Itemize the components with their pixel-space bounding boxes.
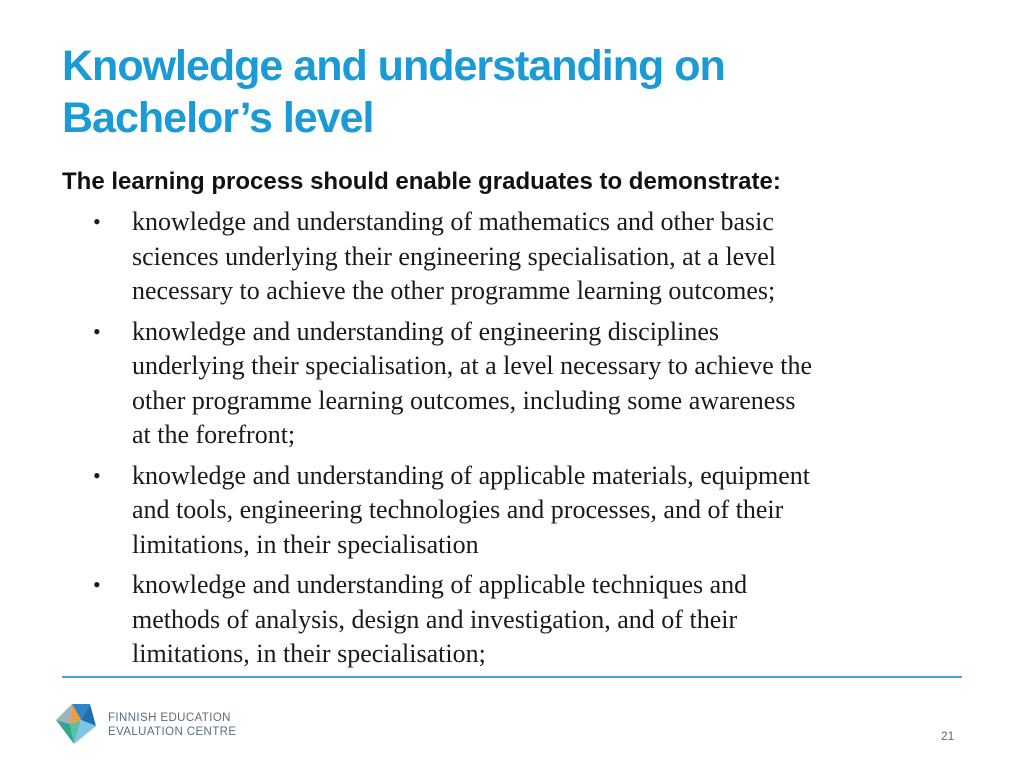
footer-divider	[62, 676, 962, 678]
bullet-item-3	[0, 459, 1000, 563]
bullet-dot: •	[93, 572, 101, 597]
bullet-4-line-2: methods of analysis, design and investigation, and of their	[132, 604, 738, 634]
bullet-3-line-2: and tools, engineering technologies and processes, and of their	[132, 495, 784, 524]
bullet-item-1	[0, 205, 1000, 309]
bullet-item-4	[0, 568, 1000, 672]
bullet-3-line-3: limitations, in their specialisation	[132, 529, 479, 559]
organization-name-line-2: EVALUATION CENTRE	[108, 726, 237, 738]
bullet-2-line-2: underlying their specialisation, at a level necessary to achieve the	[132, 351, 813, 380]
organization-name-line-1: FINNISH EDUCATION	[108, 712, 231, 724]
intro-text: The learning process should enable graduates to demonstrate:	[62, 168, 781, 195]
organization-name	[108, 711, 236, 739]
bullet-2-line-1: knowledge and understanding of engineering disciplines	[132, 316, 720, 346]
slide-title	[62, 40, 962, 144]
bullet-3-line-1: knowledge and understanding of applicable materials, equipment	[132, 460, 810, 490]
bullet-item-2	[0, 315, 1000, 453]
feec-triangle-logo-icon	[50, 700, 110, 748]
bullet-1-line-1: knowledge and understanding of mathematics and other basic	[132, 207, 774, 236]
slide-title-line-1: Knowledge and understanding on	[62, 42, 725, 90]
bullet-1-line-2: sciences underlying their engineering specialisation, at a level	[132, 241, 776, 271]
page-number: 21	[941, 729, 955, 743]
bullet-4-line-3: limitations, in their specialisation;	[132, 639, 486, 668]
bullet-dot: •	[93, 462, 101, 488]
bullet-dot: •	[93, 209, 101, 234]
bullet-list	[0, 205, 1000, 678]
slide-title-line-2: Bachelor’s level	[62, 94, 374, 142]
bullet-2-line-4: at the forefront;	[132, 420, 296, 449]
bullet-2-line-3: other programme learning outcomes, including some awareness	[132, 385, 796, 415]
bullet-1-line-3: necessary to achieve the other programme learning outcomes;	[132, 276, 776, 305]
bullet-dot: •	[93, 318, 101, 344]
bullet-4-line-1: knowledge and understanding of applicable techniques and	[132, 570, 748, 599]
